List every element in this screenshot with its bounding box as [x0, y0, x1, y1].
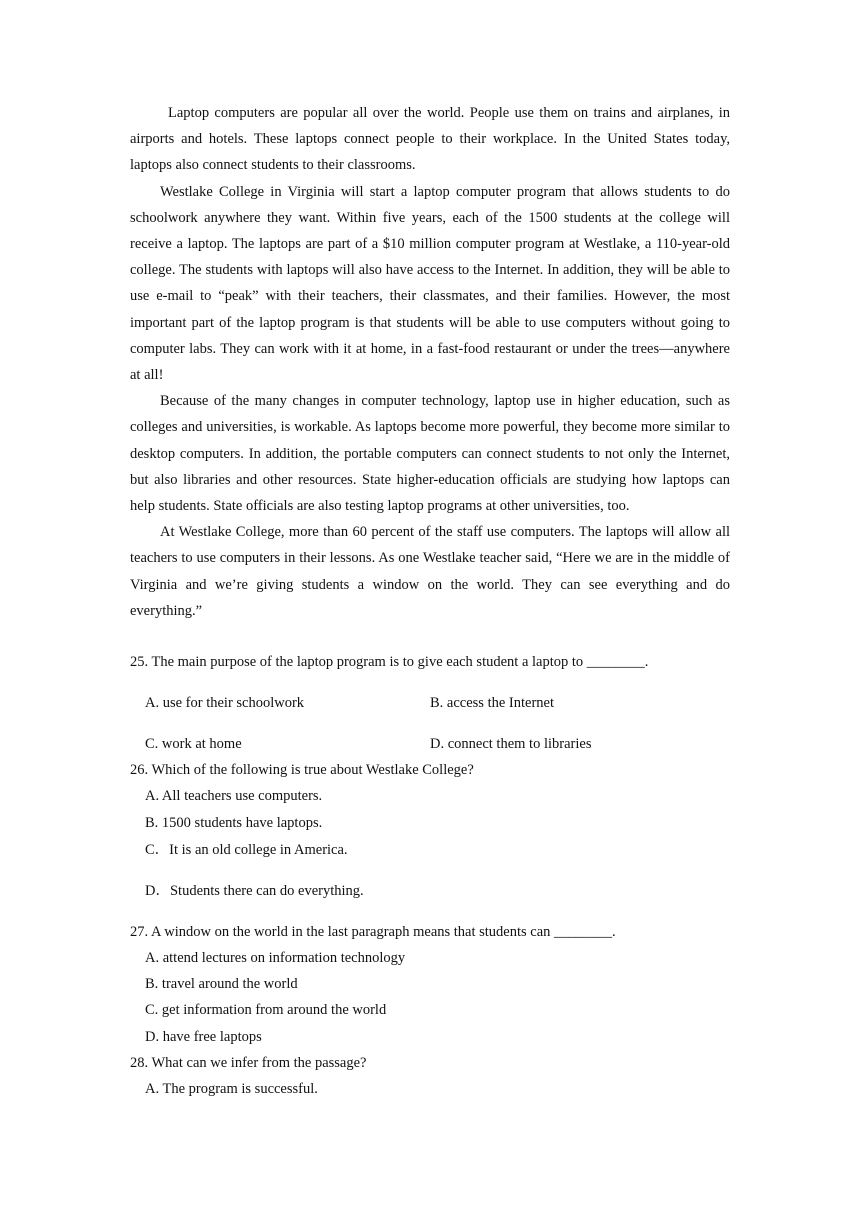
question-27-option-b: B. travel around the world [145, 976, 298, 992]
question-25-option-b: B. access the Internet [430, 695, 555, 711]
question-25-option-d: D. connect them to libraries [430, 736, 592, 752]
question-27-option-c: C. get information from around the world [145, 1002, 387, 1018]
passage-paragraph-1: Laptop computers are popular all over the world. People use them on trains and airplanes, in airports and hotels. These laptops connect people to their workplace. In the United States today, laptops also connect students to their classrooms. [130, 105, 730, 174]
question-27-option-d: D. have free laptops [145, 1029, 262, 1045]
passage-paragraph-4: At Westlake College, more than 60 percent of the staff use computers. The laptops will allow all teachers to use computers in their lessons. As one Westlake teacher said, “Here we are in the middle of Virginia and we’re giving students a window on the world. They can see everything and do everything.” [130, 524, 730, 619]
question-27-stem: 27. A window on the world in the last paragraph means that students can ________. [130, 924, 616, 940]
question-26-stem: 26. Which of the following is true about Westlake College? [130, 762, 474, 778]
question-28-option-a: A. The program is successful. [145, 1081, 318, 1097]
passage-paragraph-2: Westlake College in Virginia will start a laptop computer program that allows students to do schoolwork anywhere they want. Within five years, each of the 1500 students at the college will receive a laptop. The laptops are part of a $10 million computer program at Westlake, a 110-year-old college. The students with laptops will also have access to the Internet. In addition, they will be able to use e-mail to “peak” with their teachers, their classmates, and their families. However, the most important part of the laptop program is that students will be able to use computers without going to computer labs. They can work with it at home, in a fast-food restaurant or under the trees—anywhere at all! [130, 183, 730, 384]
question-26-option-b: B. 1500 students have laptops. [145, 815, 323, 831]
question-25-option-a: A. use for their schoolwork [145, 695, 305, 711]
question-27-option-a: A. attend lectures on information technology [145, 950, 406, 966]
question-26-option-a: A. All teachers use computers. [145, 788, 323, 804]
question-25-option-c: C. work at home [145, 736, 242, 752]
question-26-option-c: C．It is an old college in America. [145, 842, 348, 858]
reading-passage [130, 100, 730, 624]
passage-paragraph-3: Because of the many changes in computer technology, laptop use in higher education, such as colleges and universities, is workable. As laptops become more powerful, they become more similar to desktop computers. In addition, the portable computers can connect students to not only the Internet, but also libraries and other resources. State higher-education officials are studying how laptops can help students. State officials are also testing laptop programs at other universities, too. [130, 393, 730, 515]
question-28-stem: 28. What can we infer from the passage? [130, 1055, 367, 1071]
question-26-option-d: D．Students there can do everything. [145, 883, 364, 899]
question-25-stem: 25. The main purpose of the laptop program is to give each student a laptop to ________. [130, 654, 649, 670]
